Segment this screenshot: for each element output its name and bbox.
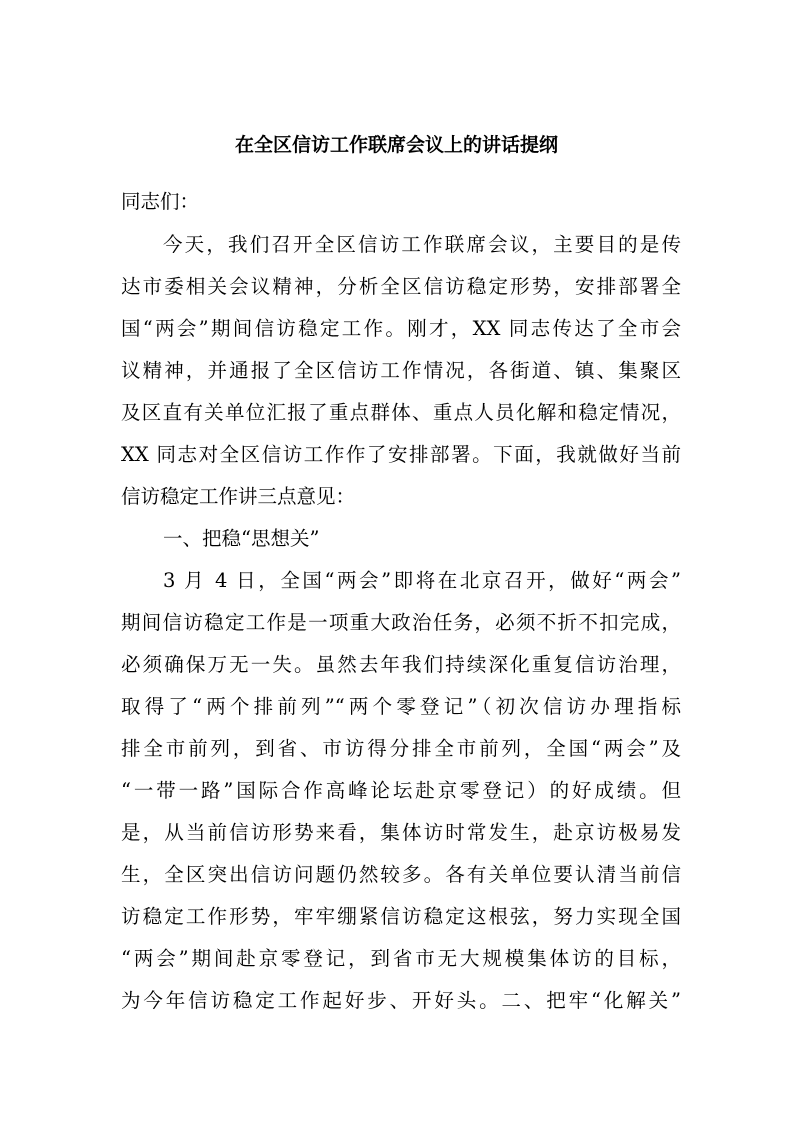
paragraph-line: 议精神，并通报了全区信访工作情况，各街道、镇、集聚区	[121, 359, 681, 382]
paragraph-line: 访稳定工作形势，牢牢绷紧信访稳定这根弦，努力实现全国	[121, 905, 681, 928]
paragraph-line: 期间信访稳定工作是一项重大政治任务，必须不折不扣完成，	[121, 611, 681, 634]
paragraph-line: 国“两会”期间信访稳定工作。刚才，XX 同志传达了全市会	[121, 317, 681, 340]
section-heading: 一、把稳“思想关”	[163, 527, 320, 550]
paragraph-line: 取得了“两个排前列”“两个零登记”（初次信访办理指标	[121, 695, 681, 718]
paragraph-line: “一带一路”国际合作高峰论坛赴京零登记）的好成绩。但	[121, 779, 681, 802]
paragraph-line: 排全市前列，到省、市访得分排全市前列，全国“两会”及	[121, 737, 681, 760]
salutation: 同志们：	[121, 190, 200, 213]
paragraph-line: 信访稳定工作讲三点意见：	[121, 485, 356, 508]
paragraph-line: 为今年信访稳定工作起好步、开好头。二、把牢“化解关”	[121, 989, 681, 1012]
paragraph-line: 3 月 4 日，全国“两会”即将在北京召开，做好“两会”	[163, 569, 681, 592]
paragraph-line: 及区直有关单位汇报了重点群体、重点人员化解和稳定情况，	[121, 401, 681, 424]
paragraph-line: 必须确保万无一失。虽然去年我们持续深化重复信访治理，	[121, 653, 681, 676]
paragraph-line: 今天，我们召开全区信访工作联席会议，主要目的是传	[163, 233, 681, 256]
paragraph-line: 生，全区突出信访问题仍然较多。各有关单位要认清当前信	[121, 863, 681, 886]
paragraph-line: XX 同志对全区信访工作作了安排部署。下面，我就做好当前	[121, 443, 681, 466]
document-title: 在全区信访工作联席会议上的讲话提纲	[234, 134, 558, 156]
paragraph-line: 达市委相关会议精神，分析全区信访稳定形势，安排部署全	[121, 275, 681, 298]
paragraph-line: “两会”期间赴京零登记，到省市无大规模集体访的目标，	[121, 947, 681, 970]
paragraph-line: 是，从当前信访形势来看，集体访时常发生，赴京访极易发	[121, 821, 681, 844]
